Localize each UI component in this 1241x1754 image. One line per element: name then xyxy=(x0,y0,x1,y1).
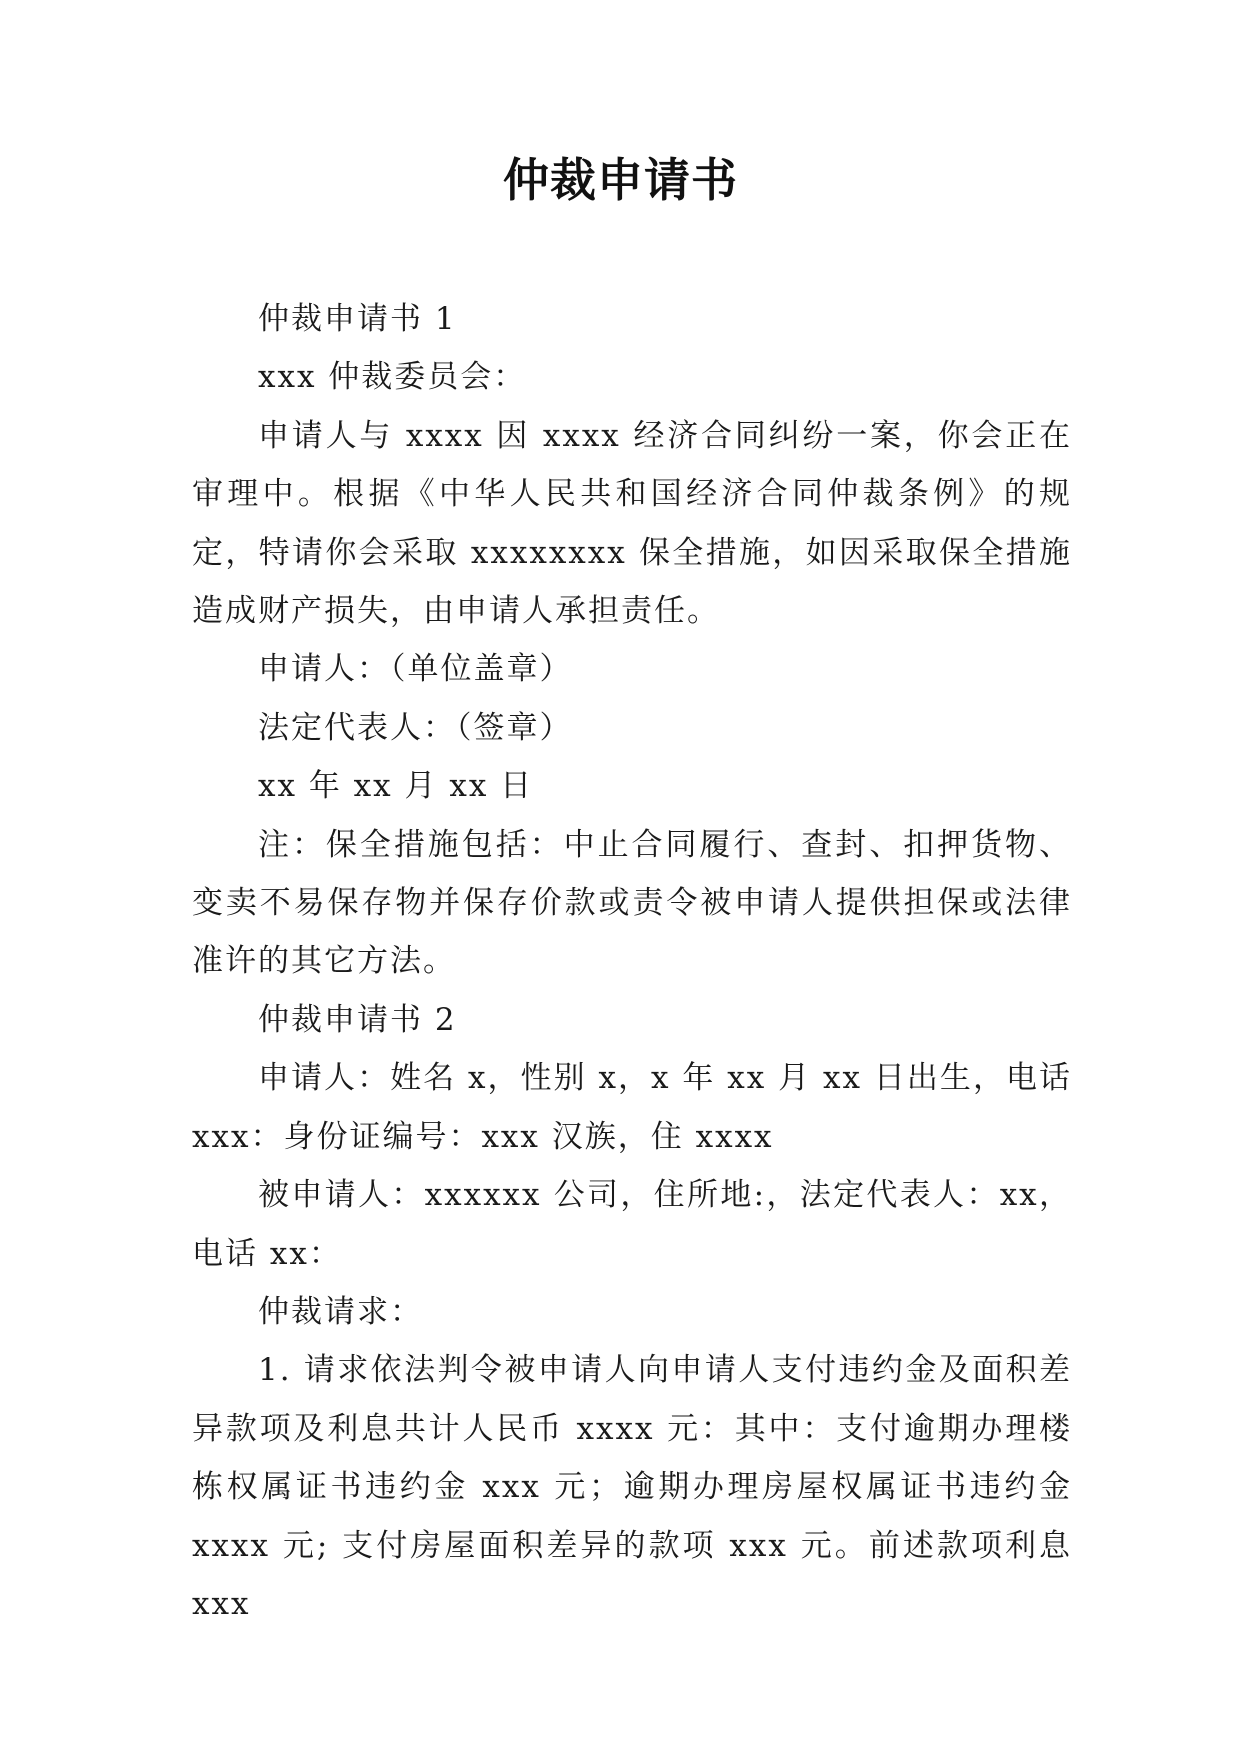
applicant-seal-line: 申请人：（单位盖章） xyxy=(258,651,573,688)
applicant-info-paragraph: 申请人：姓名 x，性别 x，x 年 xx 月 xx 日出生，电话 xxx：身份证编号：xxx 汉族，住 xxxx xyxy=(192,1060,1072,1155)
addressee-line: xxx 仲裁委员会： xyxy=(258,359,527,396)
section-heading-1: 仲裁申请书 1 xyxy=(258,301,457,337)
document-body xyxy=(192,290,1072,1633)
application-paragraph: 申请人与 xxxx 因 xxxx 经济合同纠纷一案，你会正在审理中。根据《中华人民共和国经济合同仲裁条例》的规定，特请你会采取 xxxxxxxx 保全措施，如因采取保全措施造成财产损失，由申请人承担责任。 xyxy=(192,417,1072,630)
section-heading-2: 仲裁申请书 2 xyxy=(258,1001,457,1038)
note-paragraph: 注：保全措施包括：中止合同履行、查封、扣押货物、变卖不易保存物并保存价款或责令被申请人提供担保或法律准许的其它方法。 xyxy=(192,826,1072,980)
document-title: 仲裁申请书 xyxy=(503,153,738,207)
legal-rep-signature-line: 法定代表人：（签章） xyxy=(258,709,573,746)
respondent-info-paragraph: 被申请人：xxxxxx 公司，住所地:，法定代表人：xx，电话 xx： xyxy=(192,1177,1072,1272)
date-line: xx 年 xx 月 xx 日 xyxy=(258,768,534,805)
claims-heading: 仲裁请求： xyxy=(258,1293,423,1330)
claim-item-1: 1. 请求依法判令被申请人向申请人支付违约金及面积差异款项及利息共计人民币 xxxx 元：其中：支付逾期办理楼栋权属证书违约金 xxx 元；逾期办理房屋权属证书违约金 xxxx 元; 支付房屋面积差异的款项 xxx 元。前述款项利息 xxx xyxy=(192,1352,1072,1622)
